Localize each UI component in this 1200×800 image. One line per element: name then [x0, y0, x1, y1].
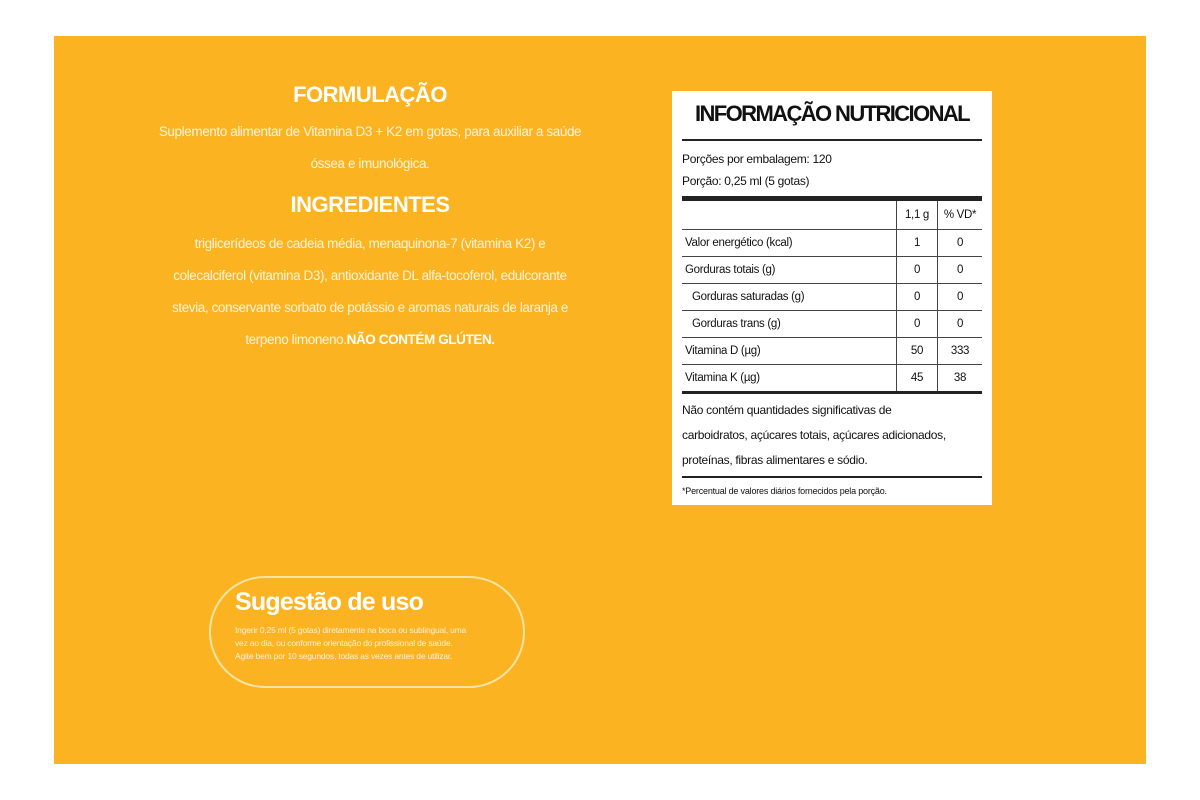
nutrient-label: Vitamina K (µg) — [682, 365, 897, 393]
daily-value-footnote: *Percentual de valores diários fornecidos pela porção. — [682, 486, 887, 496]
nutrition-note-line-2: carboidratos, açúcares totais, açúcares adicionados, — [682, 428, 946, 442]
table-row — [682, 257, 982, 284]
nutrient-daily-value: 0 — [938, 230, 983, 257]
product-info-panel — [54, 36, 1146, 764]
formulation-heading: FORMULAÇÃO — [293, 82, 447, 107]
table-row — [682, 365, 982, 393]
nutrient-amount: 0 — [897, 257, 938, 284]
ingredients-line-4: terpeno limoneno. — [245, 332, 347, 347]
ingredients-line-1: triglicerídeos de cadeia média, menaquinona-7 (vitamina K2) e — [194, 236, 546, 251]
formulation-line-2: óssea e imunológica. — [310, 156, 430, 171]
table-header-row — [682, 201, 982, 230]
ingredients-line-2: colecalciferol (vitamina D3), antioxidante DL alfa-tocoferol, edulcorante — [173, 268, 567, 283]
ingredients-line-3: stevia, conservante sorbato de potássio e aromas naturais de laranja e — [172, 300, 568, 315]
portion-size: Porção: 0,25 ml (5 gotas) — [682, 174, 810, 188]
nutrient-label: Gorduras saturadas (g) — [682, 284, 897, 311]
nutrient-amount: 0 — [897, 311, 938, 338]
table-row — [682, 284, 982, 311]
ingredients-text — [150, 228, 590, 356]
nutrient-daily-value: 0 — [938, 284, 983, 311]
usage-line-2: vez ao dia, ou conforme orientação do profissional de saúde. — [235, 638, 453, 648]
nutrient-amount: 45 — [897, 365, 938, 393]
nutrient-label: Vitamina D (µg) — [682, 338, 897, 365]
ingredients-heading: INGREDIENTES — [290, 192, 450, 217]
amount-column-header: 1,1 g — [897, 201, 938, 230]
nutrition-facts-label — [672, 91, 992, 505]
daily-value-column-header: % VD* — [938, 201, 983, 230]
usage-line-1: Ingerir 0,25 ml (5 gotas) diretamente na boca ou sublingual, uma — [235, 625, 467, 635]
nutrient-daily-value: 38 — [938, 365, 983, 393]
table-row — [682, 311, 982, 338]
usage-line-3: Agite bem por 10 segundos, todas as vezes antes de utilizar. — [235, 651, 453, 661]
table-row — [682, 338, 982, 365]
nutrient-label: Valor energético (kcal) — [682, 230, 897, 257]
gluten-free-notice: NÃO CONTÉM GLÚTEN. — [346, 332, 495, 347]
formulation-line-1: Suplemento alimentar de Vitamina D3 + K2 em gotas, para auxiliar a saúde — [158, 124, 582, 139]
nutrient-daily-value: 0 — [938, 257, 983, 284]
nutrient-amount: 50 — [897, 338, 938, 365]
table-row — [682, 230, 982, 257]
formulation-text — [150, 116, 590, 180]
product-description — [150, 80, 590, 356]
usage-instructions — [235, 624, 521, 663]
nutrition-table — [682, 201, 982, 394]
usage-title: Sugestão de uso — [235, 588, 424, 616]
nutrition-note-line-1: Não contém quantidades significativas de — [682, 403, 892, 417]
nutrition-note — [682, 394, 982, 478]
nutrient-amount: 0 — [897, 284, 938, 311]
nutrition-title: INFORMAÇÃO NUTRICIONAL — [682, 91, 982, 141]
table-header-blank — [682, 201, 897, 230]
usage-suggestion-box — [209, 576, 525, 688]
nutrient-label: Gorduras totais (g) — [682, 257, 897, 284]
nutrient-daily-value: 333 — [938, 338, 983, 365]
nutrition-note-line-3: proteínas, fibras alimentares e sódio. — [682, 453, 868, 467]
nutrient-daily-value: 0 — [938, 311, 983, 338]
portions-per-package: Porções por embalagem: 120 — [682, 152, 832, 166]
nutrient-amount: 1 — [897, 230, 938, 257]
nutrient-label: Gorduras trans (g) — [682, 311, 897, 338]
